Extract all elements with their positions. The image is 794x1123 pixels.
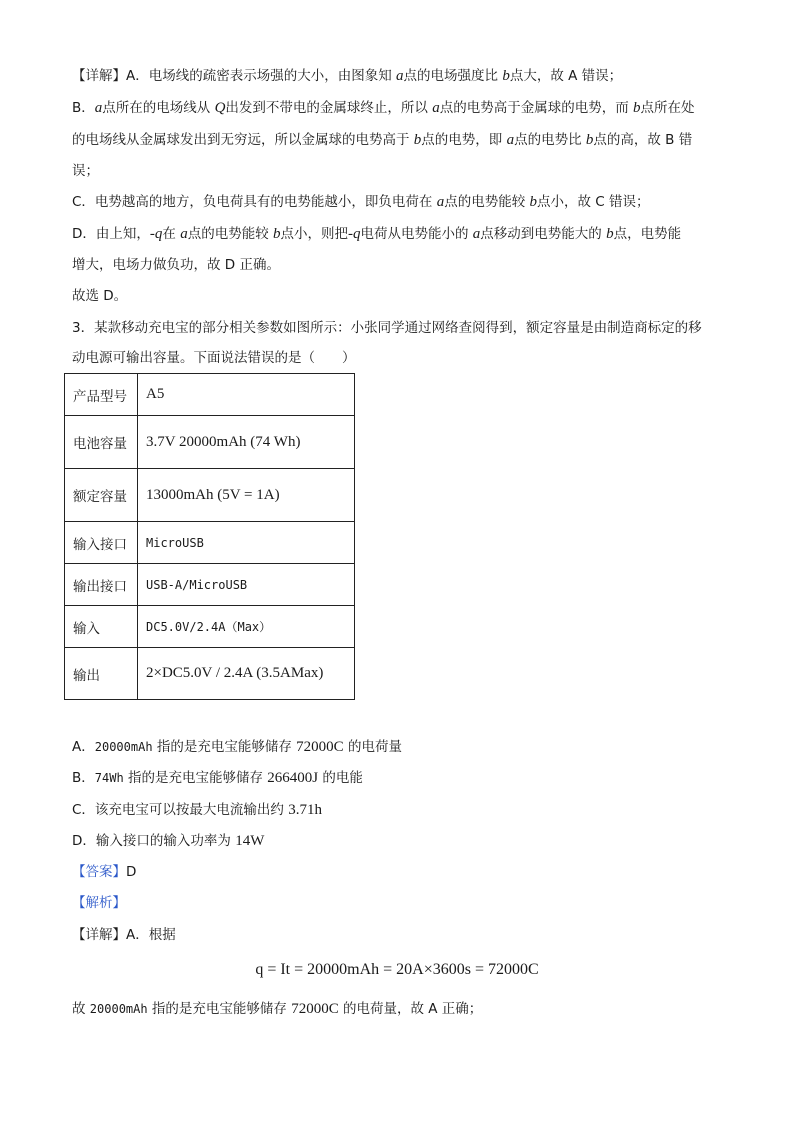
question-3-line2: 动电源可输出容量。下面说法错误的是（ ） bbox=[72, 350, 356, 366]
conclusion-line: 故 20000mAh 指的是充电宝能够储存 72000C 的电荷量，故 A 正确； bbox=[72, 1001, 483, 1017]
spec-value: 3.7V 20000mAh (74 Wh) bbox=[138, 416, 355, 469]
spec-value: USB-A/MicroUSB bbox=[138, 564, 355, 606]
answer-line bbox=[72, 862, 136, 882]
spec-key: 电池容量 bbox=[65, 416, 138, 469]
question-3-line1: 3．某款移动充电宝的部分相关参数如图所示：小张同学通过网络查阅得到，额定容量是由制造商标定的移 bbox=[72, 320, 702, 336]
choose-statement: 故选 D。 bbox=[72, 288, 128, 304]
option-d: D．输入接口的输入功率为 14W bbox=[72, 833, 265, 849]
analysis-tag: 【解析】 bbox=[72, 895, 126, 911]
detail-tag: 【详解】 bbox=[72, 927, 126, 943]
detail-paragraph-b-line2: 的电场线从金属球发出到无穷远，所以金属球的电势高于 b点的电势，即 a点的电势比 b点的高，故 B 错 bbox=[72, 132, 693, 148]
formula: q = It = 20000mAh = 20A×3600s = 72000C bbox=[255, 961, 539, 978]
spec-value: 2×DC5.0V / 2.4A (3.5AMax) bbox=[138, 648, 355, 700]
table-row bbox=[65, 648, 355, 700]
option-c: C．该充电宝可以按最大电流输出约 3.71h bbox=[72, 802, 322, 818]
detail-line: 【详解】A．根据 bbox=[72, 927, 176, 943]
spec-table bbox=[64, 373, 355, 700]
spec-value: 13000mAh (5V = 1A) bbox=[138, 469, 355, 522]
spec-key: 输出接口 bbox=[65, 564, 138, 606]
table-row bbox=[65, 522, 355, 564]
spec-key: 输入接口 bbox=[65, 522, 138, 564]
table-row bbox=[65, 374, 355, 416]
table-row bbox=[65, 564, 355, 606]
table-row bbox=[65, 469, 355, 522]
table-row bbox=[65, 606, 355, 648]
detail-paragraph-d-line1: D．由上知，-q在 a点的电势能较 b点小，则把-q电荷从电势能小的 a点移动到电势能大的 b点，电势能 bbox=[72, 226, 682, 242]
answer-value: D bbox=[126, 864, 137, 880]
spec-value: A5 bbox=[138, 374, 355, 416]
detail-paragraph-b-line3: 误； bbox=[72, 163, 99, 179]
table-row bbox=[65, 416, 355, 469]
detail-paragraph-a: 【详解】A．电场线的疏密表示场强的大小，由图象知 a点的电场强度比 b点大，故 A 错误； bbox=[72, 68, 623, 84]
spec-key: 输出 bbox=[65, 648, 138, 700]
spec-key: 输入 bbox=[65, 606, 138, 648]
detail-paragraph-d-line2: 增大，电场力做负功，故 D 正确。 bbox=[72, 257, 280, 273]
spec-key: 额定容量 bbox=[65, 469, 138, 522]
spec-value: DC5.0V/2.4A（Max） bbox=[138, 606, 355, 648]
option-a: A．20000mAh 指的是充电宝能够储存 72000C 的电荷量 bbox=[72, 739, 402, 755]
spec-key: 产品型号 bbox=[65, 374, 138, 416]
detail-paragraph-c: C．电势越高的地方，负电荷具有的电势能越小，即负电荷在 a点的电势能较 b点小，故 C 错误； bbox=[72, 194, 650, 210]
detail-paragraph-b-line1: B．a点所在的电场线从 Q出发到不带电的金属球终止，所以 a点的电势高于金属球的电势，而 b点所在处 bbox=[72, 100, 695, 116]
spec-value: MicroUSB bbox=[138, 522, 355, 564]
detail-tag: 【详解】 bbox=[72, 68, 126, 84]
answer-tag: 【答案】 bbox=[72, 864, 126, 880]
analysis-line bbox=[72, 893, 126, 913]
option-b: B．74Wh 指的是充电宝能够储存 266400J 的电能 bbox=[72, 770, 363, 786]
